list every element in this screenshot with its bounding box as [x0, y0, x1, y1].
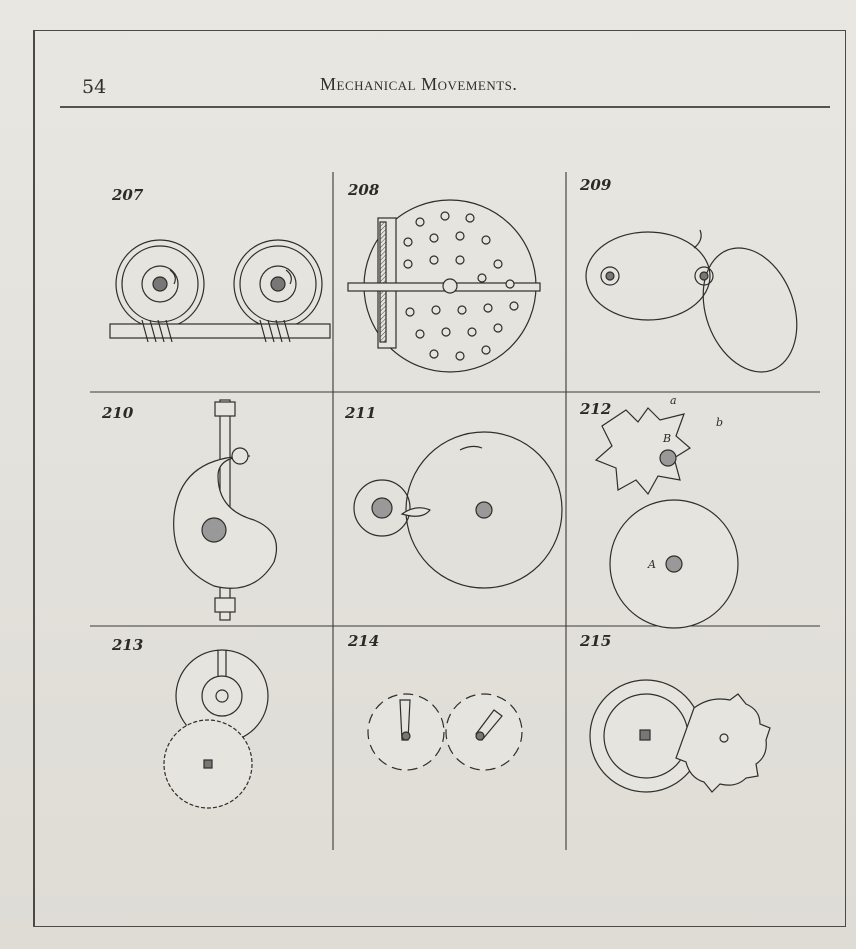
figure-number-207: 207: [112, 186, 144, 204]
figure-212-letter-a: a: [670, 394, 677, 407]
figure-number-215: 215: [580, 632, 612, 650]
figure-number-211: 211: [345, 404, 377, 422]
figure-211-wheel-and-pinion: [354, 432, 562, 588]
figure-number-209: 209: [580, 176, 612, 194]
figure-number-212: 212: [580, 400, 612, 418]
figure-number-213: 213: [112, 636, 144, 654]
figure-number-208: 208: [348, 181, 380, 199]
figure-215-intermittent-wheel: [590, 680, 770, 792]
figure-plate: [90, 160, 820, 850]
figure-number-214: 214: [348, 632, 380, 650]
figure-208-perforated-disc: [348, 200, 540, 372]
figure-210-slotted-lever: [174, 400, 277, 620]
figure-212-letter-B: B: [663, 432, 672, 445]
figure-214-star-gears: [368, 694, 522, 770]
figure-209-elliptical-gears: [586, 230, 813, 385]
figure-212-letter-b: b: [716, 416, 724, 429]
page-number: 54: [82, 76, 107, 98]
figure-212-letter-A: A: [648, 558, 656, 571]
header-rule: [60, 106, 830, 108]
running-head: Mechanical Movements.: [320, 74, 518, 94]
figure-212-geneva-stop: [596, 394, 738, 628]
figure-213-ratchet: [164, 650, 268, 808]
figure-207-worm-wheels: [110, 240, 330, 342]
figure-number-210: 210: [102, 404, 134, 422]
